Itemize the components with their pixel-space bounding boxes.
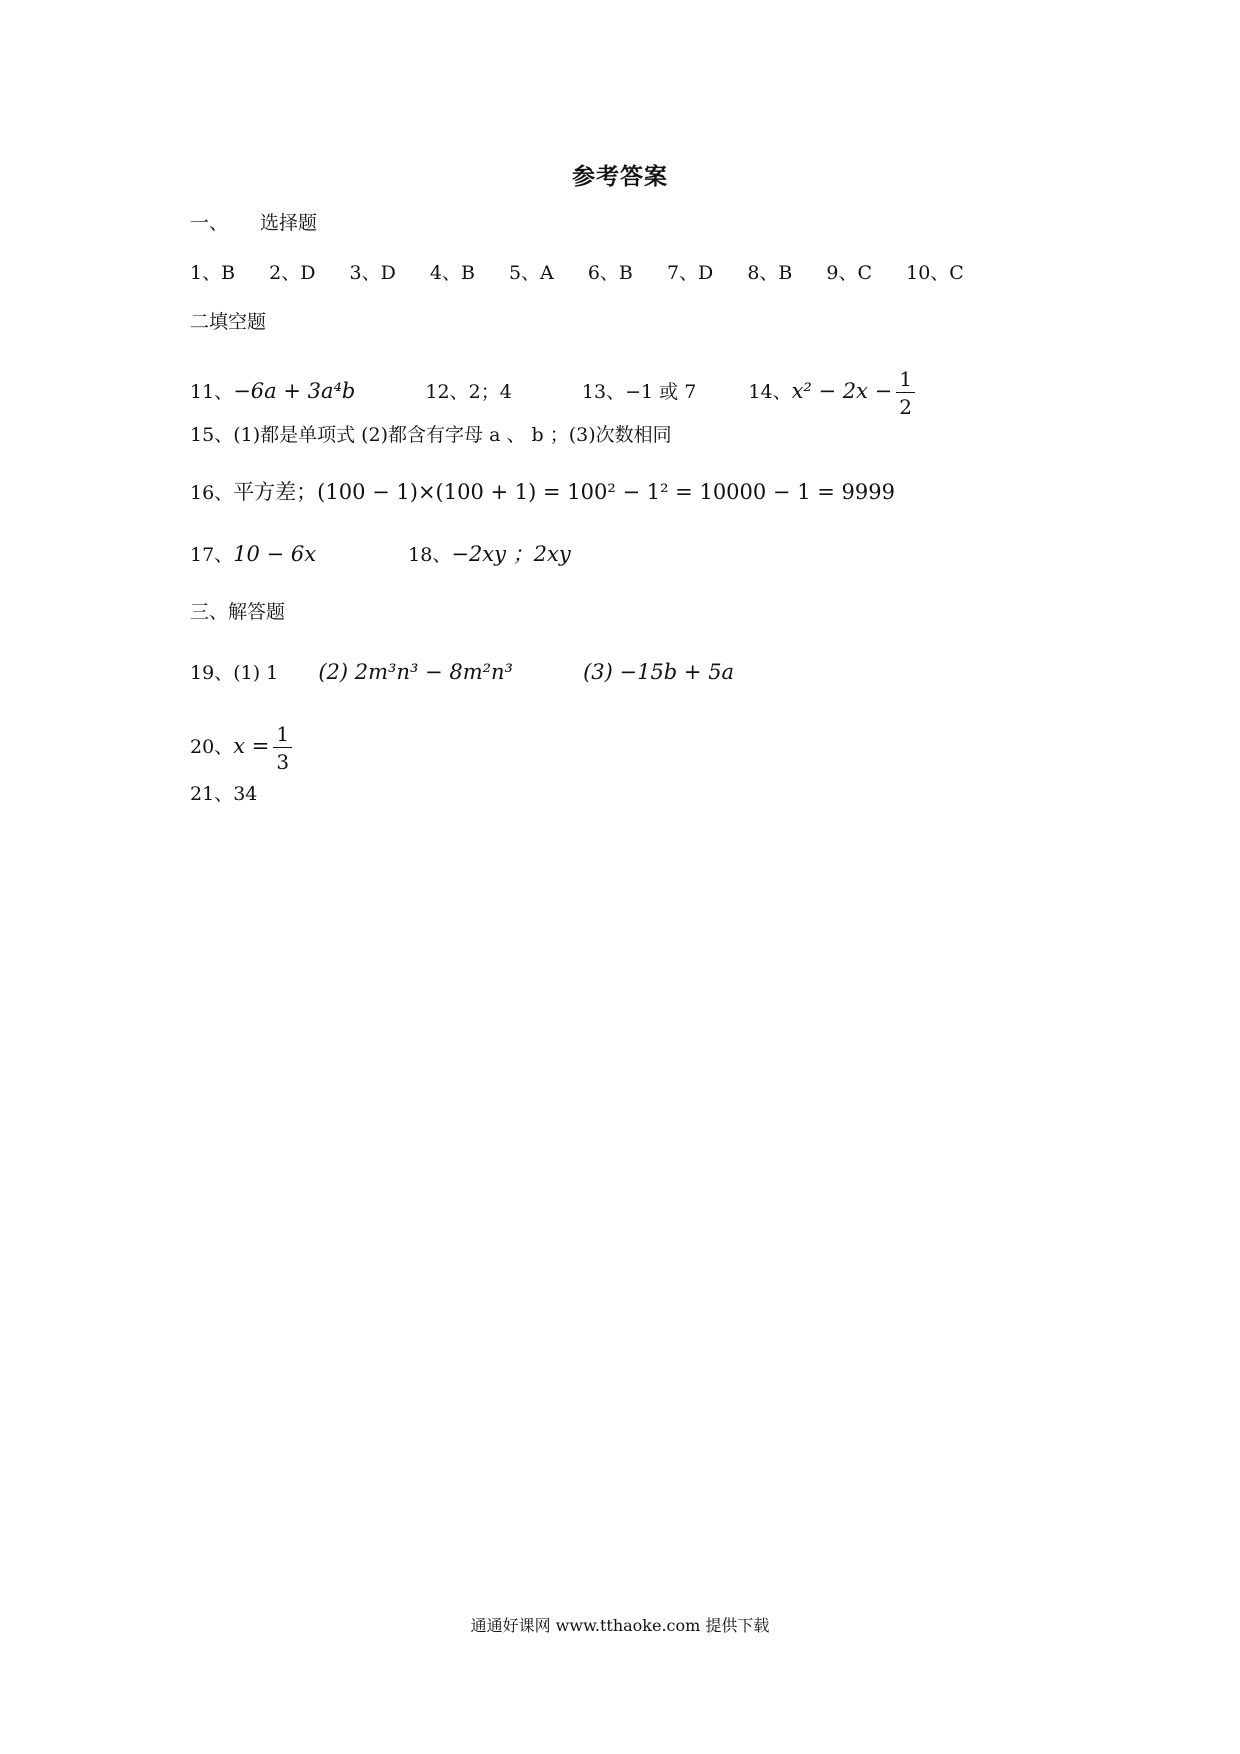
fill-answer-16 [190, 482, 895, 503]
answer-21: 34 [233, 783, 258, 805]
fraction-numerator: 1 [896, 368, 915, 393]
fraction-numerator: 1 [273, 723, 292, 748]
answer-12: 2；4 [468, 381, 512, 403]
answer-19-part1: (1) 1 [233, 662, 279, 684]
page-title: 参考答案 [572, 163, 668, 190]
section-fill-heading: 二填空题 [190, 311, 267, 333]
answer-15: (1)都是单项式 (2)都含有字母 a 、 b ；(3)次数相同 [233, 424, 672, 446]
fill-answers-row-11-14 [190, 368, 915, 418]
choice-answers-row [190, 264, 992, 283]
question-number: 12、 [425, 381, 469, 403]
question-number: 13、 [581, 381, 626, 403]
answer-17: 10 − 6x [233, 542, 317, 566]
solution-answer-19 [190, 662, 734, 683]
solution-answer-20 [190, 723, 292, 773]
fraction-denominator: 3 [276, 750, 290, 774]
choice-answer: 6、B [587, 262, 633, 284]
answer-14: x² − 2x − [791, 379, 893, 403]
answer-16: 平方差；(100 − 1)×(100 + 1) = 100² − 1² = 10000 − 1 = 9999 [233, 480, 895, 504]
question-number: 21、 [190, 783, 234, 805]
choice-answer: 10、C [906, 262, 964, 284]
question-number: 15、 [190, 424, 234, 446]
page-footer: 通通好课网 www.tthaoke.com 提供下载 [470, 1616, 770, 1635]
question-number: 19、 [190, 662, 234, 684]
section-choice-heading [190, 214, 317, 233]
answer-11: −6a + 3a⁴b [233, 379, 356, 403]
fill-answer-15 [190, 426, 672, 445]
choice-answer: 8、B [747, 262, 793, 284]
answer-20: x = [233, 734, 270, 758]
section-solution-heading: 三、解答题 [190, 601, 286, 623]
choice-answer: 3、D [349, 262, 396, 284]
section-label: 选择题 [260, 212, 318, 234]
question-number: 16、 [190, 482, 234, 504]
question-number: 18、 [408, 544, 452, 566]
solution-answer-21 [190, 785, 257, 804]
choice-answer: 9、C [826, 262, 873, 284]
fraction-20 [273, 723, 292, 773]
question-number: 20、 [190, 736, 234, 758]
answer-19-part3: (3) −15b + 5a [583, 660, 735, 684]
choice-answer: 1、B [190, 262, 236, 284]
answer-13: −1 或 7 [625, 381, 697, 403]
choice-answer: 5、A [508, 262, 554, 284]
fraction-denominator: 2 [899, 395, 912, 419]
section-number: 一、 [190, 212, 229, 234]
choice-answer: 7、D [666, 262, 714, 284]
answer-18: −2xy ；2xy [451, 542, 571, 566]
answer-19-part2: (2) 2m³n³ − 8m²n³ [318, 660, 513, 684]
question-number: 14、 [748, 381, 792, 403]
question-number: 11、 [190, 381, 234, 403]
choice-answer: 2、D [269, 262, 316, 284]
fraction-14 [896, 368, 915, 418]
fill-answers-row-17-18 [190, 544, 571, 565]
question-number: 17、 [190, 544, 234, 566]
choice-answer: 4、B [429, 262, 475, 284]
